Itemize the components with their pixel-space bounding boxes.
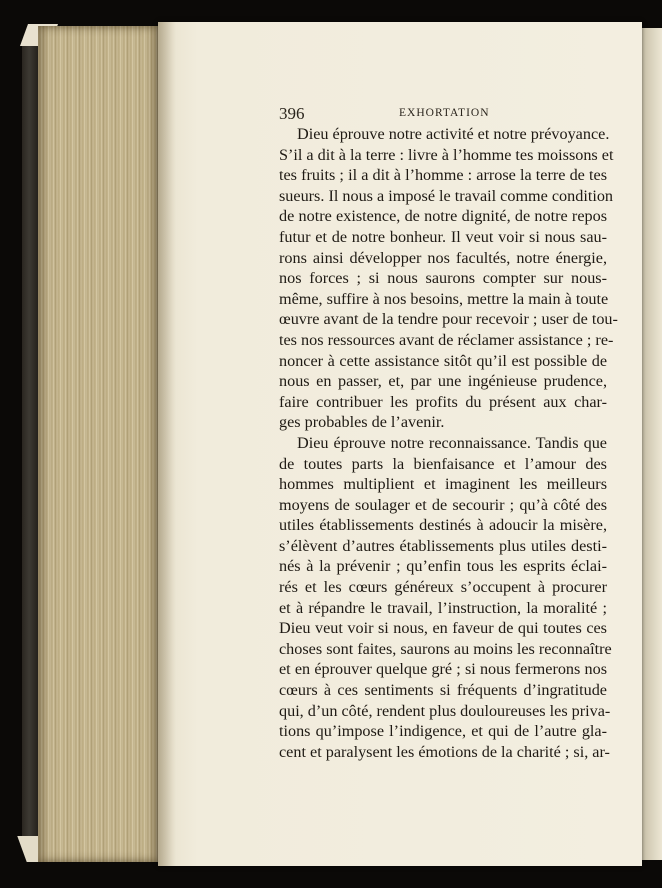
text-line: ges probables de l’avenir. [279, 413, 445, 432]
text-line: sueurs. Il nous a imposé le travail comme condition [279, 186, 614, 205]
text-line: qui, d’un côté, rendent plus douloureuses les priva- [279, 701, 611, 720]
page-gutter-shadow [158, 22, 176, 866]
text-line: et en éprouver quelque gré ; si nous fermerons nos [279, 660, 607, 679]
text-line: Dieu veut voir si nous, en faveur de qui toutes ces [279, 619, 607, 638]
text-line: de notre existence, de notre dignité, de notre repos [279, 207, 607, 226]
page-number: 396 [279, 104, 305, 123]
text-line: œuvre avant de la tendre pour recevoir ; user de tou- [279, 310, 618, 329]
text-line: Dieu éprouve notre activité et notre prévoyance. [297, 125, 610, 143]
page-block-edges [38, 26, 160, 862]
text-line: moyens de soulager et de secourir ; qu’à côté des [279, 495, 607, 514]
running-title: EXHORTATION [399, 107, 490, 119]
text-line: et à répandre le travail, l’instruction, la moralité ; [279, 598, 607, 617]
text-line: nous en passer, et, par une ingénieuse prudence, [279, 372, 607, 391]
text-line: tes nos ressources avant de réclamer assistance ; re- [279, 330, 614, 349]
text-line: hommes multiplient et imaginent les meilleurs [279, 475, 607, 494]
body-text [279, 124, 618, 762]
text-line: nos forces ; si nous saurons compter sur nous- [279, 269, 607, 288]
text-line: nés à la prévenir ; qu’enfin tous les esprits éclai- [279, 557, 607, 576]
text-line: noncer à cette assistance sitôt qu’il est possible de [279, 351, 607, 370]
page-header [279, 104, 609, 126]
text-line: choses sont faites, saurons au moins les reconnaître [279, 639, 612, 658]
text-line: rons ainsi développer nos facultés, notre énergie, [279, 248, 607, 267]
text-line: Dieu éprouve notre reconnaissance. Tandis que [297, 433, 607, 452]
text-line: rés et les cœurs généreux s’occupent à procurer [279, 578, 607, 597]
text-line: tions qu’impose l’indigence, et qui de l’autre gla- [279, 722, 607, 741]
text-line: de toutes parts la bienfaisance et l’amour des [279, 454, 607, 473]
text-line: faire contribuer les profits du présent aux char- [279, 392, 607, 411]
text-line: tes fruits ; il a dit à l’homme : arrose la terre de tes [279, 166, 607, 185]
text-line: cent et paralysent les émotions de la charité ; si, ar- [279, 742, 610, 761]
text-line: utiles établissements destinés à adoucir la misère, [279, 516, 607, 535]
text-line: s’élèvent d’autres établissements plus utiles desti- [279, 536, 607, 555]
text-line: cœurs à ces sentiments si fréquents d’ingratitude [279, 681, 607, 700]
text-line: S’il a dit à la terre : livre à l’homme tes moissons et [279, 145, 614, 164]
facing-page-edge [642, 28, 662, 860]
text-line: futur et de notre bonheur. Il veut voir si nous sau- [279, 227, 607, 246]
text-line: même, suffire à nos besoins, mettre la main à toute [279, 289, 609, 308]
